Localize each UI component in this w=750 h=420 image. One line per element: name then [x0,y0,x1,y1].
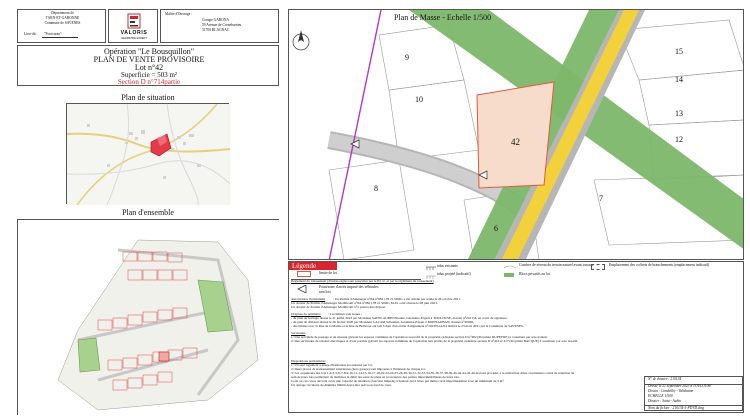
legend-item: Emplacement des coffrets de branchements (emplacement indicatif) [609,263,710,267]
legend-item: Blocs privatifs au lot [519,272,550,276]
legend-item: non lots [319,290,331,294]
departement-label: Département de [51,11,74,15]
masse-title: Plan de Masse - Echelle 1/500 [394,13,492,22]
note-line: 2/ Des servitudes de réseaux électriques et d'eau potable grèvent les espaces communs de l'opération aux profits de la propriété cadastrée section D n°416 et 417 (Propriété BACQUE) à constituer par acte notarié. [291,339,579,343]
maitre-ouvrage-line: 59 Avenue de Cornebarrieu [202,23,242,27]
dispositions-title: Dispositions particulières [291,359,326,363]
operation-title-box [17,45,279,86]
lot-label: 6 [494,224,498,233]
situation-title: Plan de situation [121,93,175,102]
legend-item: limite de lot [319,271,337,275]
note-line: - des limites avec la Rue de la Mairie et la Rue de Bellevue ont fait l'objet d'un arrêté d'alignement n°2023012A/04 délivré le 23 mars 2021 par la Commune de SAVENES. [291,324,524,328]
lot-label: 8 [374,184,378,193]
lieu-dit-underline [42,37,78,38]
lieu-dit-value: "Fourcaran" [44,32,62,36]
info-row: Dressé le 21 septembre 2023 à TOULOUSE [648,384,712,388]
legend-item: Règlement du lotissement (d'autres règles sont prescrites par le P.L.U. et par le règlement du lotissement) [291,279,434,283]
section-reference: Section D n°714partie [117,78,181,86]
lot-limit-swatch [297,271,311,277]
lot-label: 7 [599,194,603,203]
note-line: 1/ Un seul logement à usage d'habitation est autorisé par lot. [291,363,373,367]
info-row: N° de dossier : 210134 [648,377,682,381]
lot-number: Lot n°42 [134,63,164,72]
logo-box [108,9,158,43]
info-box [644,376,743,411]
servitudes-title: Servitudes [291,331,306,335]
info-row: Nom du fichier : 210134-5-PDVD.dwg [648,405,704,410]
operation-subtitle: PLAN DE VENTE PROVISOIRE [93,55,205,64]
masse-map [288,9,744,260]
lot-label: 13 [675,109,683,118]
info-row: Dessin : Cambolby - Validation [648,389,694,393]
contour-line-icon [504,264,516,272]
legend-item: Point/zone d'accès imposé des véhicules [319,285,379,289]
commune-box [17,9,106,43]
ensemble-map-drawing [18,220,280,416]
maitre-ouvrage-line: Groupe GABONA [202,18,230,22]
note-line: Un ajutage circulaire de diamètre 60mm devra être prévu en fond de cuve. [291,383,392,387]
lieu-dit-label: Lieu-dit : [24,32,38,36]
lot-label: 9 [405,53,409,62]
note-line: 1/ Une servitude de passage et de réseaux grèvent les espaces communs de l'opération au profit de la propriété cadastrée section D n°482 (Propriété DUPEYRE) à constituer par acte notarié. [291,335,548,339]
ensemble-map [17,219,279,415]
operation-title: Opération "Le Bousquillon" [103,47,195,56]
legend-item: talus existants [437,264,458,268]
note-line: 3/ Les acquéreurs des lots 1-2-3-5-6-7-8-9-10-11-14-15-16-17-18-19-22-24-25-26-29-30-31-32-33-34-35-36-37-38-39-40-42-44-45-46 devront procéder à la réalisation d'une ou plusieurs cuves de rétention au [291,371,575,375]
ensemble-title: Plan d'ensemble [122,208,174,217]
maitre-ouvrage-line: 31700 BLAGNAC [202,28,230,32]
logo-name: VALORIS [120,30,148,36]
note-line: - du plan de division dressé le 26 février 2020 par Monsieur LACAM Sébastien, Géomètre-Expert à MONTAUBAN, dossier n°20066, [291,320,474,324]
lot-label: 14 [675,75,683,84]
departement-name: TARN-ET-GARONNE [45,16,80,20]
maitre-ouvrage-label: Maître d'Ouvrage : [165,12,193,16]
origine-title: Origines du périmètre [291,312,321,316]
legend-item: Courbes de niveau du terrain naturel avant travaux [519,263,594,267]
note-line: 2/ Deux places de stationnement extérieures (hors garage) sont imposées à l'intérieur de chaque lot. [291,367,426,371]
info-row: ECHELLE 1/500 [648,394,673,398]
coffret-swatch [591,264,605,270]
note-line: : Les limites sont issues : [328,312,363,316]
lot-label: 10 [415,95,423,104]
lot-label: 15 [675,47,683,56]
commune-name: Commune de SAVENES [44,21,81,25]
access-point-icon [297,285,307,293]
note-line: : Un Permis d'Aménager n°PA n°082 178 21 S0001 a été obtenu par arrêté le 26 octobre 2021. [333,297,461,301]
situation-map-drawing [67,104,230,205]
legend-title: Légende [289,262,337,270]
logo-subtitle: GEOMETRE EXPERT [121,37,147,40]
note-line: Cette ou ces cuves devront avoir une capacité de rétention (fonction limpide) à hauteur de12 litres par mètre carré imperméabilisé avec un minimum de 3 m³. [291,379,505,383]
note-line: - du plan de bornage dressé le 21 juillet 2023 par Monsieur SAINT-AUBIN Etienne, Géomètre-Expert à TOULOUSE, dossier n°210134, en cours de signature, [291,316,508,320]
note-line: Un dossier de Permis d'Aménager Modificatif n°2 pourra être déposé. [291,305,386,309]
maitre-ouvrage-box [160,9,279,43]
note-line: sein de leurs lots permettant de maîtriser le débit des eaux de pluie en provenance des parties imperméabilisées de leurs lots. [291,375,460,379]
note-line: Un dossier de Permis d'Aménager Modificatif n°PA n°082 178 21 S0001 M-01 a été obtenu le 08 juin 2023. [291,301,438,305]
superficie: Superficie = 503 m² [120,71,177,79]
info-row: Dossier : Saint - Aubin [648,399,682,403]
legend-item: talus projeté (indicatif) [437,272,471,276]
lot-label-highlight: 42 [511,137,520,147]
blocs-swatch [504,273,514,277]
autorisation-title: Autorisation d'urbanisme [291,297,326,301]
situation-map [66,103,229,204]
lot-label: 12 [675,135,683,144]
